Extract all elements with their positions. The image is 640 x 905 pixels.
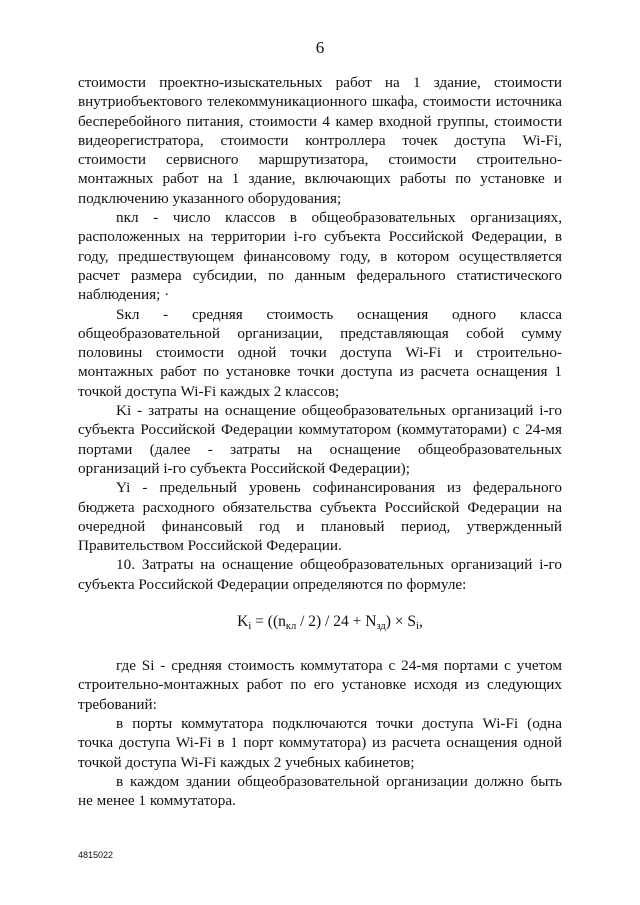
paragraph-requirement-buildings: в каждом здании общеобразовательной организации должно быть не менее 1 коммутатора.	[78, 772, 562, 810]
page-body	[78, 73, 562, 810]
paragraph-s-class: Sкл - средняя стоимость оснащения одного класса общеобразовательной организации, представляющая собой сумму половины стоимости одной точки доступа Wi-Fi и строительно-монтажных работ по установке точки доступа из расчета оснащения 1 точкой доступа Wi-Fi каждых 2 классов;	[78, 305, 562, 400]
page-number: 6	[315, 38, 325, 57]
formula-k: K	[237, 613, 249, 631]
formula-end: ,	[418, 613, 423, 631]
formula-part-1: = ((n	[251, 613, 286, 631]
paragraph-y-level: Yi - предельный уровень софинансирования из федерального бюджета расходного обязательства субъекта Российской Федерации на очередной финансовый год и плановый период, утвержденный Правительством Российской Федерации.	[78, 479, 562, 555]
paragraph-cost-list: стоимости проектно-изыскательных работ на 1 здание, стоимости внутриобъектового телекоммуникационного шкафа, стоимости источника бесперебойного питания, стоимости 4 камер входной группы, стоимости видеорегистратора, стоимости контроллера точек доступа Wi-Fi, стоимости сервисного маршрутизатора, стоимости строительно-монтажных работ на 1 здание, включающих работы по установке и подключению указанного оборудования;	[78, 74, 562, 207]
paragraph-n-classes: nкл - число классов в общеобразовательных организациях, расположенных на территории i-го субъекта Российской Федерации, в году, предшествующем финансовому году, в котором осуществляется расчет размера субсидии, по данным федерального статистического наблюдения; ·	[78, 209, 562, 304]
paragraph-requirement-ports: в порты коммутатора подключаются точки доступа Wi-Fi (одна точка доступа Wi-Fi в 1 порт коммутатора) из расчета оснащения одной точкой доступа Wi-Fi каждых 2 учебных кабинетов;	[78, 714, 562, 771]
formula-s-sub: i	[416, 621, 419, 633]
formula-n-sub: кл	[285, 621, 297, 633]
formula-part-3: ) × S	[385, 613, 417, 631]
formula-k-sub: i	[248, 621, 252, 633]
paragraph-section-10: 10. Затраты на оснащение общеобразовательных организаций i-го субъекта Российской Федерации определяются по формуле:	[78, 556, 562, 593]
formula-part-2: / 2) / 24 + N	[296, 613, 377, 631]
formula-nzd-sub: зд	[376, 621, 386, 633]
paragraph-k-costs: Ki - затраты на оснащение общеобразовательных организаций i-го субъекта Российской Федерации коммутатором (коммутаторами) с 24-мя портами (далее - затраты на оснащение общеобразовательных организаций i-го субъекта Российской Федерации);	[78, 402, 562, 477]
formula	[98, 612, 562, 632]
document-id: 4815022	[78, 850, 114, 860]
paragraph-si-definition: где Si - средняя стоимость коммутатора с 24-мя портами с учетом строительно-монтажных работ по его установке исходя из следующих требований:	[78, 657, 562, 713]
